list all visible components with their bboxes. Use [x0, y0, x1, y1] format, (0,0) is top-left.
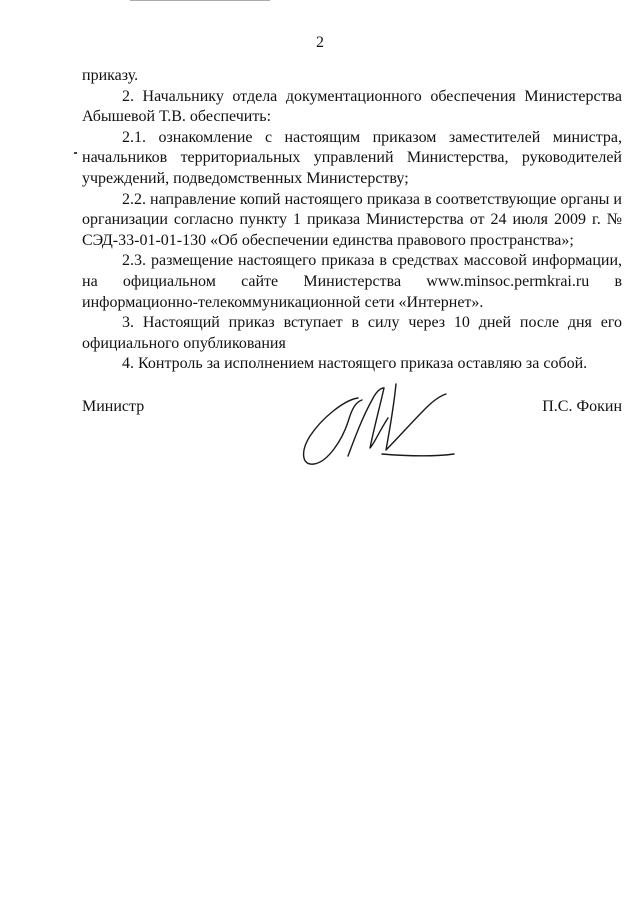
- paragraph-item-2-3: 2.3. размещение настоящего приказа в средствах массовой информации, на официальном сайте Министерства www.minsoc.permkrai.ru в информационно-телекоммуникационной сети «Интернет».: [82, 252, 622, 311]
- paragraph-item-3: 3. Настоящий приказ вступает в силу через 10 дней после дня его официального опубликования: [82, 314, 622, 352]
- scan-speck: [74, 152, 77, 154]
- top-edge-rule: [130, 0, 270, 1]
- paragraph-item-2-1: 2.1. ознакомление с настоящим приказом заместителей министра, начальников территориальных управлений Министерства, руководителей учреждений, подведомственных Министерству;: [82, 128, 622, 187]
- paragraph-item-2: 2. Начальнику отдела документационного обеспечения Министерства Абышевой Т.В. обеспечить:: [82, 87, 622, 126]
- handwritten-signature: [296, 378, 466, 474]
- page-number: 2: [316, 34, 324, 51]
- paragraph-item-4: 4. Контроль за исполнением настоящего приказа оставляю за собой.: [122, 355, 588, 373]
- document-body: [82, 66, 622, 375]
- signatory-name: П.С. Фокин: [542, 398, 622, 415]
- paragraph-item-2-2: 2.2. направление копий настоящего приказа в соответствующие органы и организации согласно пункту 1 приказа Министерства от 24 июля 2009 г. № СЭД-33-01-01-130 «Об обеспечении единства правового пространства»;: [82, 190, 622, 249]
- paragraph-continuation: приказу.: [82, 67, 139, 84]
- signatory-title: Министр: [82, 398, 145, 415]
